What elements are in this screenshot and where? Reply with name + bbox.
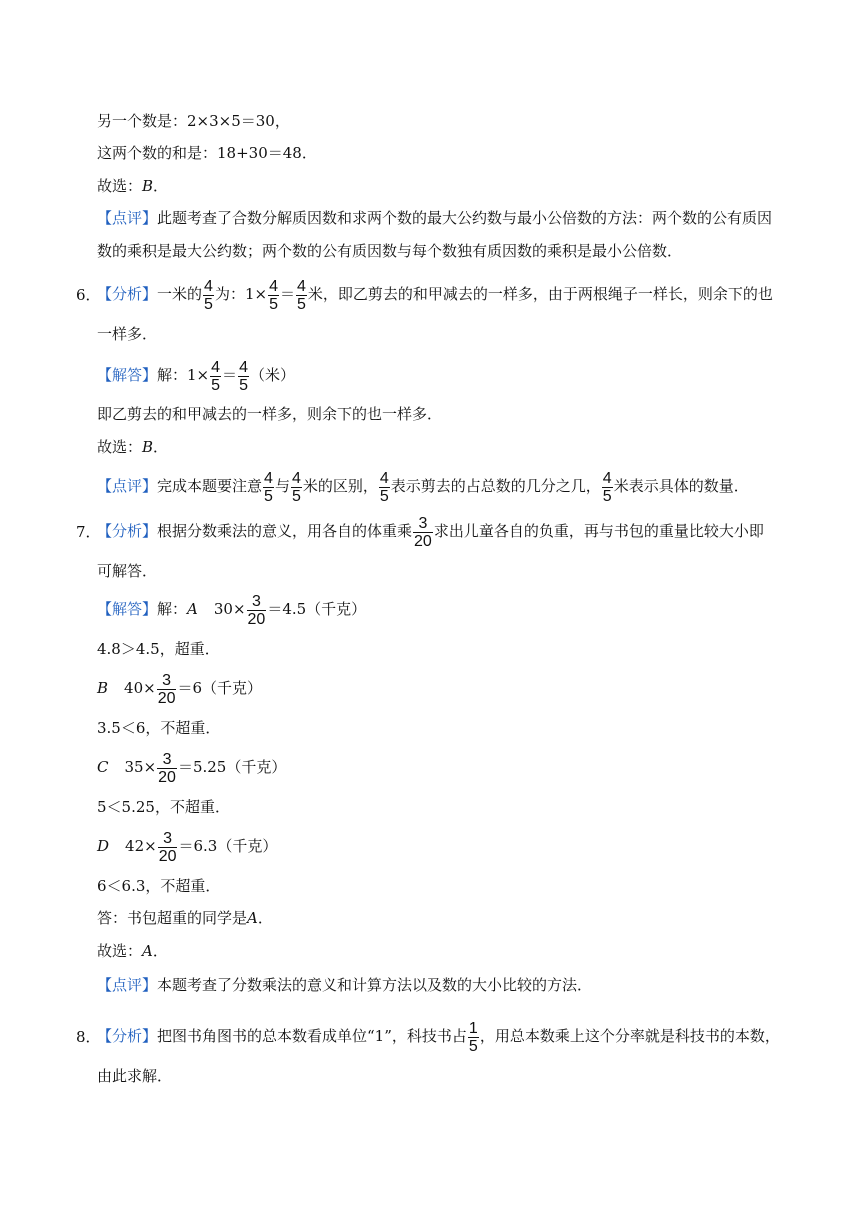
text-line: C 35× $\frac{3}{20}$ ＝5.25（千克） [97, 750, 287, 786]
text-line: 答：书包超重的同学是A． [97, 909, 273, 927]
review-tag: 【点评】 [97, 477, 158, 495]
text-line: 由此求解． [97, 1067, 173, 1085]
review-tag: 【点评】 [97, 976, 158, 994]
text-line: 6＜6.3，不超重． [97, 877, 221, 895]
question-number: 8． [76, 1028, 101, 1046]
answer-tag: 【解答】 [97, 600, 158, 618]
answer-line: 【解答】解：A 30× $\frac{3}{20}$ ＝4.5（千克） [97, 592, 367, 628]
analysis-line: 【分析】一米的 $\frac{4}{5}$ 为：1× $\frac{4}{5}$ ＝ $\frac{4}{5}$ 米，即乙剪去的和甲减去的一样多，由于两根绳子一样长，则余下的也 [97, 277, 773, 313]
fraction: $\frac{4}{5}$ [204, 277, 213, 313]
fraction: $\frac{1}{5}$ [468, 1019, 478, 1055]
answer-line: 【解答】解：1× $\frac{4}{5}$ ＝ $\frac{4}{5}$ （米） [97, 358, 295, 394]
fraction: $\frac{4}{5}$ [379, 469, 389, 505]
fraction: $\frac{4}{5}$ [602, 469, 612, 505]
fraction: $\frac{4}{5}$ [296, 277, 306, 313]
fraction: $\frac{3}{20}$ [414, 514, 432, 550]
analysis-tag: 【分析】 [97, 1027, 158, 1045]
analysis-line: 【分析】把图书角图书的总本数看成单位“1”，科技书占 $\frac{1}{5}$ ，用总本数乘上这个分率就是科技书的本数， [97, 1019, 780, 1055]
question-number: 6． [76, 286, 101, 304]
review-line: 【点评】本题考查了分数乘法的意义和计算方法以及数的大小比较的方法． [97, 976, 593, 994]
fraction: $\frac{3}{20}$ [157, 671, 176, 707]
fraction: $\frac{4}{5}$ [264, 469, 273, 505]
text-line: 3.5＜6，不超重． [97, 719, 221, 737]
analysis-line: 【分析】根据分数乘法的意义，用各自的体重乘 $\frac{3}{20}$ 求出儿童各自的负重，再与书包的重量比较大小即 [97, 514, 764, 550]
text-line: 一样多． [97, 325, 158, 343]
analysis-tag: 【分析】 [97, 522, 158, 540]
text-line: 故选：A． [97, 942, 168, 960]
fraction: $\frac{3}{20}$ [247, 592, 266, 628]
text-line: 5＜5.25，不超重． [97, 798, 230, 816]
review-line: 【点评】完成本题要注意 $\frac{4}{5}$ 与 $\frac{4}{5}$ 米的区别， $\frac{4}{5}$ 表示剪去的占总数的几分之几， $\frac{4}{5}$ 米表示具体的数量． [97, 469, 749, 505]
review-line: 【点评】此题考查了合数分解质因数和求两个数的最大公约数与最小公倍数的方法：两个数的公有质因 [97, 209, 773, 227]
review-tag: 【点评】 [97, 209, 158, 227]
analysis-tag: 【分析】 [97, 285, 158, 303]
fraction: $\frac{4}{5}$ [291, 469, 301, 505]
fraction: $\frac{4}{5}$ [269, 277, 278, 313]
text-line: 4.8＞4.5，超重． [97, 640, 220, 658]
question-number: 7． [76, 523, 101, 541]
text-line: 另一个数是：2×3×5＝30， [97, 112, 290, 130]
text-line: 故选：B． [97, 177, 169, 195]
text-line: 故选：B． [97, 438, 169, 456]
text-line: B 40× $\frac{3}{20}$ ＝6（千克） [97, 671, 263, 707]
fraction: $\frac{4}{5}$ [211, 358, 221, 394]
text-line: D 42× $\frac{3}{20}$ ＝6.3（千克） [97, 829, 278, 865]
text-line: 即乙剪去的和甲减去的一样多，则余下的也一样多． [97, 405, 443, 423]
fraction: $\frac{4}{5}$ [239, 358, 248, 394]
fraction: $\frac{3}{20}$ [158, 829, 177, 865]
text-line: 数的乘积是最大公约数；两个数的公有质因数与每个数独有质因数的乘积是最小公倍数． [97, 242, 683, 260]
text-line: 可解答． [97, 562, 158, 580]
text-line: 这两个数的和是：18+30＝48． [97, 144, 317, 162]
answer-tag: 【解答】 [97, 366, 158, 384]
fraction: $\frac{3}{20}$ [158, 750, 176, 786]
